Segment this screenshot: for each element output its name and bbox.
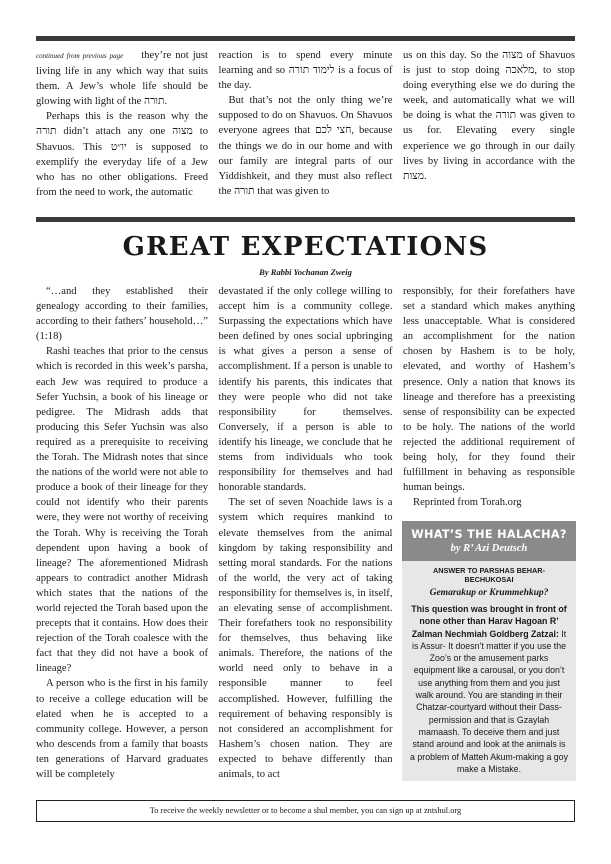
paragraph: devastated if the only college willing to accept him is a community college. Surpassing the expectations which have been defined by ones social upbringing is what gives a person a sense of accomplishment. If a person is unable to identify his parents, this indicates that they were people who did not take responsibility for themselves. Conversely, if a person is able to identify his lineage, we conclude that he stems from individuals who took responsibility for themselves and had honorable standards. [218, 286, 393, 494]
section-divider [36, 217, 575, 222]
continued-label: continued from previous page [36, 52, 124, 60]
article-column-2 [219, 284, 393, 782]
article-title: GREAT EXPECTATIONS [122, 232, 489, 262]
continued-column-3 [403, 48, 575, 200]
halacha-box [402, 521, 576, 781]
article-column-1 [36, 284, 208, 782]
footer-signup: To receive the weekly newsletter or to become a shul member, you can sign up at zntshul.org [36, 800, 575, 822]
paragraph: “…and they established their genealogy according to their families, according to their fathers’ household…” (1:18) [36, 286, 208, 343]
halacha-question: Gemarakup or Krummehkup? [429, 588, 549, 598]
paragraph: But that’s not the only thing we’re supposed to do on Shavuos. On Shavuos everyone agrees that חצי לכם, because the things we do in our home and with our family are integral parts of our Yiddishkeit, and they must also reflect the תורה that was given to [218, 95, 393, 197]
halacha-answer: It is Assur- It doesn’t matter if you use the Zoo’s or the amusement parks equipment like a carousal, or you don’t use anything from them and you just walk around. You are standing in their Chatzar-courtyard without their Dass-permission and that is Gzaylah mamaash. To deceive them and just stand around and look at the animals is a problem of Matteh Akum-making a goy make a Mistake. [410, 628, 568, 774]
paragraph: Rashi teaches that prior to the census which is recorded in this week’s parsha, each Jew was required to produce a Sefer Yuchsin, a book of his lineage or pedigree. The Midrash adds that producing this Sefer Yuchsin was also required as a prerequisite to receiving the Torah. The Midrash notes that since the nations of the world were not able to produce a book of their lineage for they could not identify who their parents were, they were not worthy of receiving the Torah. Why is receiving the Torah dependent upon having a book of lineage? The aforementioned Midrash appears to contradict another Midrash which states that the nations of the world rejected the Torah based upon the precepts that it contains. How does their rejection of the Torah coalesce with the fact that they did not have a book of lineage? [36, 346, 208, 675]
continued-column-2 [219, 48, 393, 200]
halacha-text [409, 603, 569, 775]
halacha-body [402, 561, 576, 780]
halacha-author: by R’ Azi Deutsch [450, 543, 528, 554]
paragraph: A person who is the first in his family to receive a college education will be elated when he is accepted to a community college. However, a person who descends from a family that boasts ten generations of Harvard graduates will be completely [36, 678, 208, 780]
answer-label: ANSWER TO PARSHAS BEHAR-BECHUKOSAI [432, 566, 546, 584]
paragraph: reaction is to spend every minute learning and so לימוד תורה is a focus of the day. [218, 50, 393, 92]
top-divider [36, 36, 575, 41]
halacha-intro: This question was brought in front of none other than Harav Hagoan R’ Zalman Nechmiah Goldberg Zatzal: [411, 604, 567, 639]
continued-columns [36, 48, 575, 200]
halacha-title: WHAT’S THE HALACHA? [411, 528, 567, 541]
paragraph: The set of seven Noachide laws is a system which requires mankind to elevate themselves from the animal kingdom by taking responsibility and setting moral standards. For the nations of the world, the very act of taking responsibility for themselves is, in itself, an elevating sense of accomplishment. Their forefathers took no responsibility for themselves, thus behaving like animals. Therefore, the nations of the world need only to behave in a responsible manner to feel accomplished. However, fulfilling the requirement of behaving responsibly is not considered an accomplishment for Hashem’s chosen nation. They are expected to behave differently than animals, to act [218, 497, 393, 780]
article-byline: By Rabbi Yochanan Zweig [259, 267, 352, 277]
reprint-credit: Reprinted from Torah.org [413, 497, 522, 509]
paragraph: Perhaps this is the reason why the תורה didn’t attach any one מצוה to Shavuos. This יו״ט is supposed to exemplify the everyday life of a Jew who has no other obligations. Freed from the need to work, the automatic [36, 111, 208, 198]
paragraph: responsibly, for their forefathers have set a standard which makes anything less unacceptable. What is considered an accomplishment for the nation chosen by Hashem is to be holy, elevated, and worthy of Hashem’s presence. Only a nation that knows its lineage and therefore has a preexisting sense of responsibility can be expected to be holy. The nations of the world rejected the additional requirement of being holy, for they found their fulfillment in behaving as responsible human beings. [403, 286, 575, 494]
halacha-header [402, 521, 576, 561]
paragraph: they’re not just living life in any which way that suits them. A Jew’s whole life should be glowing with light of the תורה. [36, 50, 209, 108]
continued-column-1 [36, 48, 208, 200]
paragraph: us on this day. So the מצוה of Shavuos is just to stop doing מלאכה, to stop doing everything else we do during the week, and automatically what we will be doing is what the תורה was given to us for. Elevating every single experience we go through in our daily lives by living in accordance with the מצות. [403, 50, 575, 182]
